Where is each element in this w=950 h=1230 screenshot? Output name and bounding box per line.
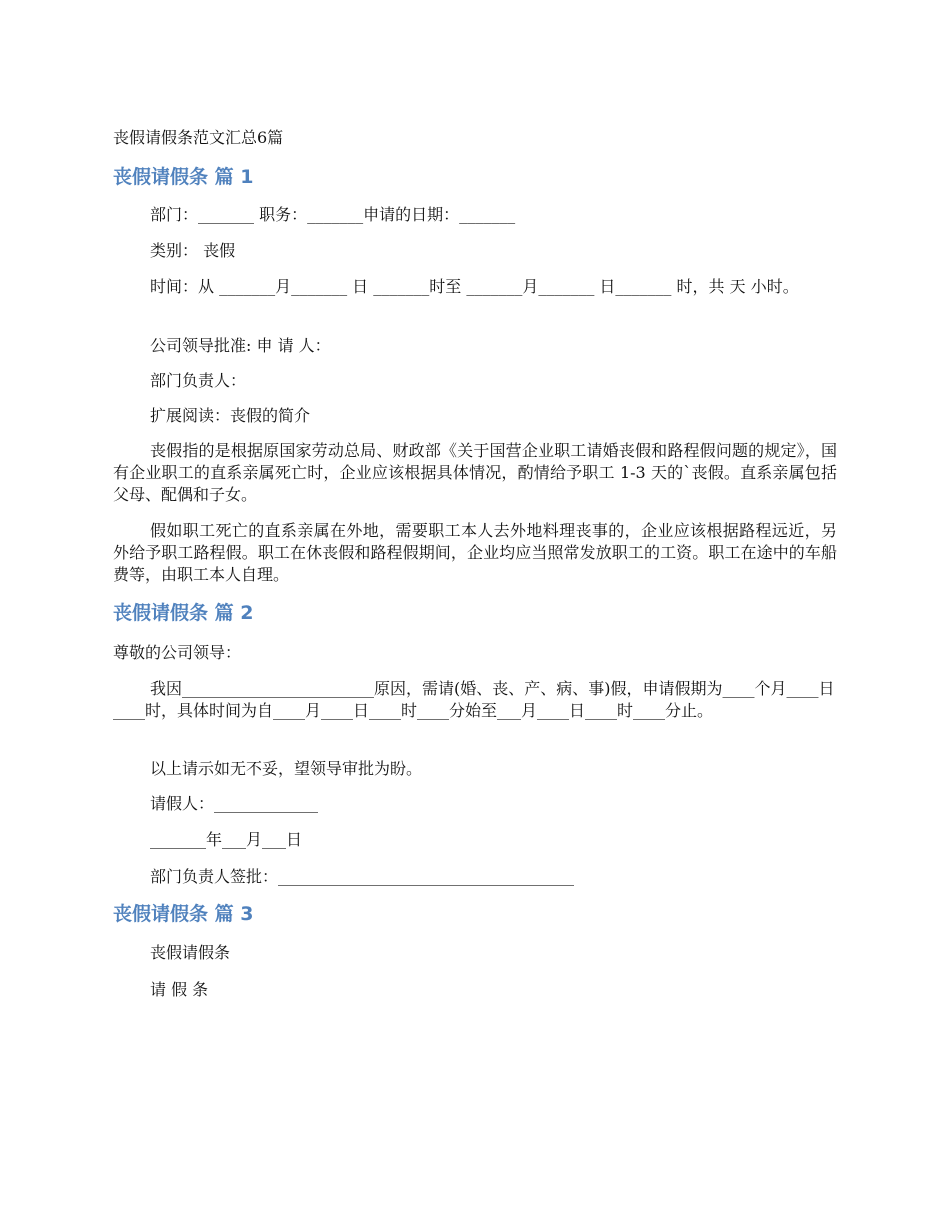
paragraph-definition: 丧假指的是根据原国家劳动总局、财政部《关于国营企业职工请婚丧假和路程假问题的规定》，国有企业职工的直系亲属死亡时，企业应该根据具体情况，酌情给予职工 1-3 天的`丧假。直系亲属包括父母、配偶和子女。 <box>113 441 837 504</box>
dept-head-signature-line: 部门负责人签批：_____________________________________ <box>150 867 575 886</box>
section3-title: 丧假请假条 <box>150 943 231 962</box>
document-title: 丧假请假条范文汇总6篇 <box>113 128 284 147</box>
section-heading-2: 丧假请假条 篇 2 <box>113 602 254 624</box>
closing-request: 以上请示如无不妥，望领导审批为盼。 <box>150 759 423 778</box>
form-line-category: 类别： 丧假 <box>150 241 236 260</box>
paragraph-travel-leave: 假如职工死亡的直系亲属在外地，需要职工本人去外地料理丧事的，企业应该根据路程远近，另外给予职工路程假。职工在休丧假和路程假期间，企业均应当照常发放职工的工资。职工在途中的车船费等，由职工本人自理。 <box>113 521 837 584</box>
section-heading-3: 丧假请假条 篇 3 <box>113 903 254 925</box>
extended-reading-label: 扩展阅读：丧假的简介 <box>150 406 311 425</box>
section-heading-1: 丧假请假条 篇 1 <box>113 166 254 188</box>
leave-request-body: 我因________________________原因，需请(婚、丧、产、病、事)假，申请假期为____个月____日____时，具体时间为自____月____日____时____分始至___月____日____时____分止。 <box>113 679 835 720</box>
applicant-signature-line: 请假人：_____________ <box>150 794 319 813</box>
form-line-department: 部门：_______ 职务：_______申请的日期：_______ <box>150 205 516 224</box>
date-line: _______年___月___日 <box>150 830 303 849</box>
form-line-time: 时间：从 _______月_______ 日 _______时至 _______月_______ 日_______ 时，共 天 小时。 <box>150 277 799 296</box>
form-line-approval: 公司领导批准: 申 请 人： <box>150 336 331 355</box>
salutation: 尊敬的公司领导： <box>113 643 242 662</box>
section3-subtitle: 请 假 条 <box>150 980 209 999</box>
form-line-dept-head: 部门负责人： <box>150 371 247 390</box>
